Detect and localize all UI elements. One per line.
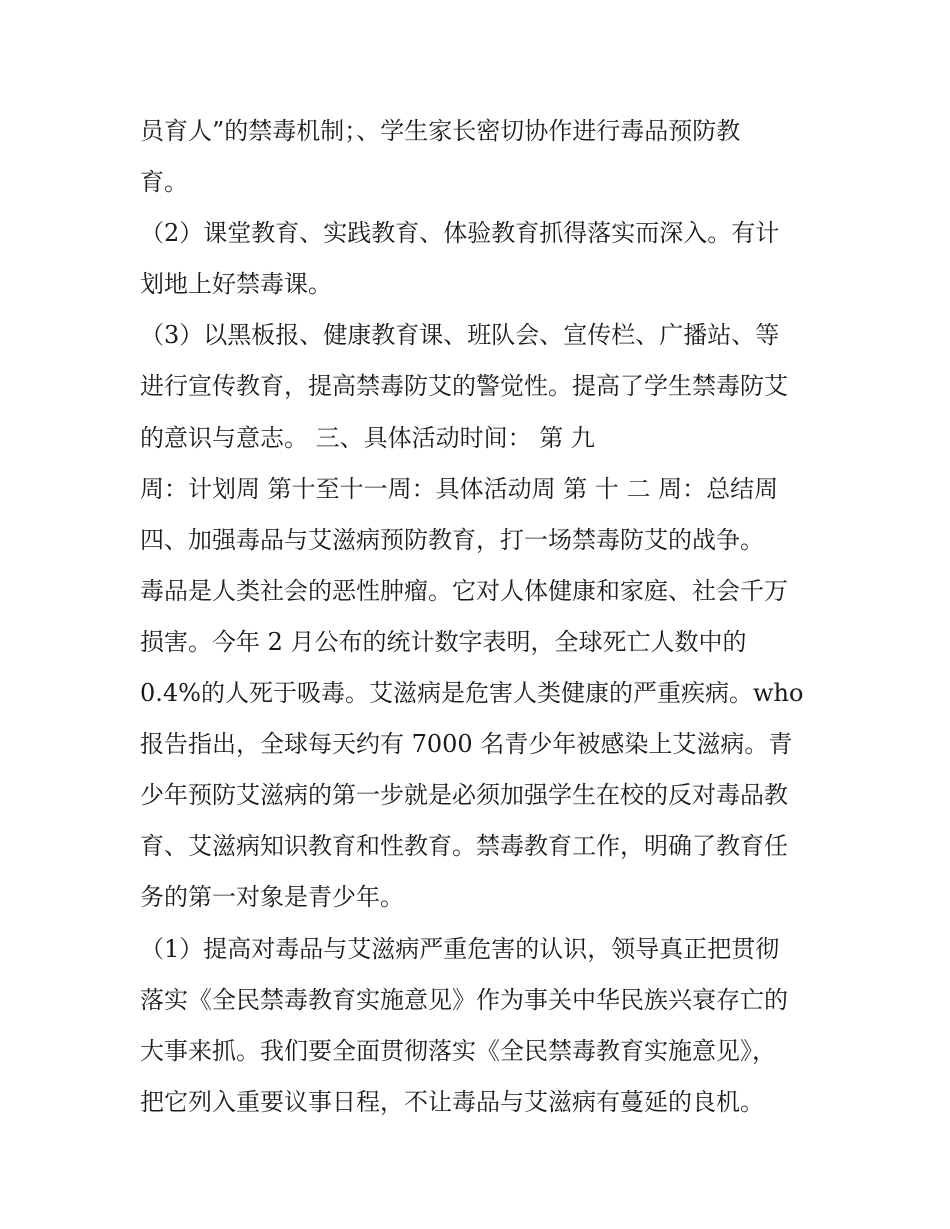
text-line: 把它列入重要议事日程，不让毒品与艾滋病有蔓延的良机。	[140, 1087, 764, 1116]
text-line: 划地上好禁毒课。	[140, 270, 332, 299]
text-line: 大事来抓。我们要全面贯彻落实《全民禁毒教育实施意见》，	[140, 1036, 776, 1065]
text-line: （1）提高对毒品与艾滋病严重危害的认识，领导真正把贯彻	[140, 934, 780, 963]
text-line: 务的第一对象是青少年。	[140, 883, 404, 912]
text-line: 育、艾滋病知识教育和性教育。禁毒教育工作，明确了教育任	[140, 832, 788, 861]
text-line: 育。	[140, 168, 188, 197]
text-line: 落实《全民禁毒教育实施意见》作为事关中华民族兴衰存亡的	[140, 985, 788, 1014]
text-line: 报告指出，全球每天约有 7000 名青少年被感染上艾滋病。青	[140, 730, 793, 759]
text-line: （3）以黑板报、健康教育课、班队会、宣传栏、广播站、等	[140, 321, 780, 350]
text-line: 四、加强毒品与艾滋病预防教育，打一场禁毒防艾的战争。	[140, 525, 764, 554]
text-line: 员育人”的禁毒机制；、学生家长密切协作进行毒品预防教	[140, 117, 741, 145]
text-line: 进行宣传教育，提高禁毒防艾的警觉性。提高了学生禁毒防艾	[140, 372, 788, 401]
text-line: 的意识与意志。 三、具体活动时间： 第 九	[140, 423, 595, 452]
text-line: 周：计划周 第十至十一周：具体活动周 第 十 二 周：总结周	[140, 474, 779, 503]
text-line: 0.4%的人死于吸毒。艾滋病是危害人类健康的严重疾病。who	[140, 679, 804, 708]
text-line: （2）课堂教育、实践教育、体验教育抓得落实而深入。有计	[140, 219, 780, 248]
text-line: 毒品是人类社会的恶性肿瘤。它对人体健康和家庭、社会千万	[140, 576, 788, 605]
text-line: 少年预防艾滋病的第一步就是必须加强学生在校的反对毒品教	[140, 781, 788, 810]
document-body	[140, 112, 830, 1134]
text-line: 损害。今年 2 月公布的统计数字表明，全球死亡人数中的	[140, 627, 747, 656]
